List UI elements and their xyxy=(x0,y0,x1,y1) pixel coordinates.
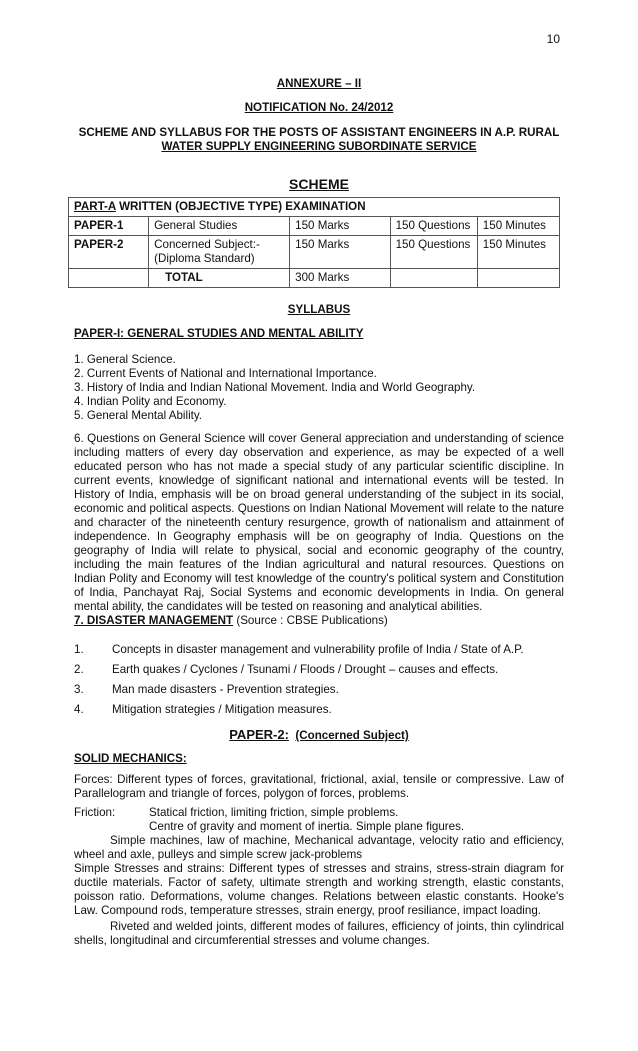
machines-paragraph: Simple machines, law of machine, Mechanical advantage, velocity ratio and efficiency, wheel and axle, pulleys and simple screw jack-problems xyxy=(74,834,564,861)
annexure-title: ANNEXURE – II xyxy=(276,77,362,90)
paper-cell: PAPER-1 xyxy=(69,217,149,236)
item-text: Concepts in disaster management and vulnerability profile of India / State of A.P. xyxy=(112,643,524,656)
item-number: 3. xyxy=(74,683,84,696)
list-item xyxy=(74,700,564,720)
friction-block xyxy=(74,806,564,834)
gs-paragraph: 6. Questions on General Science will cover General appreciation and understanding of science including matters of every day observation and experience, as may be expected of a well educated person who has not made a special study of any particular scientific discipline. In current events, knowledge of significant national and international events will be tested. In History of India, emphasis will be on broad general understanding of the subject in its social, economic and political aspects. Questions on Indian National Movement will relate to the nature and character of the nineteenth century resurgence, growth of nationalism and attainment of independence. In Geography emphasis will be on geography of India. Questions on the geography of India will relate to physical, social and economic geography of the country, including the main features of the Indian agricultural and natural resources. Questions on Indian Polity and Economy will test knowledge of the country's political system and Constitution of India, Panchayat Raj, Social Systems and economic developments in India. On general mental ability, the candidates will be tested on reasoning and analytical abilities. xyxy=(74,432,564,613)
dm-heading-line xyxy=(74,614,564,628)
table-row xyxy=(69,269,560,288)
friction-line-2: Centre of gravity and moment of inertia. Simple plane figures. xyxy=(149,820,465,833)
paper2-heading-line xyxy=(0,727,638,742)
notification-number: NOTIFICATION No. 24/2012 xyxy=(244,101,394,114)
subject-cell xyxy=(149,236,290,269)
syllabus-title: SYLLABUS xyxy=(287,303,351,316)
table-row xyxy=(69,198,560,217)
page-number: 10 xyxy=(546,32,560,46)
paper2-subtitle: (Concerned Subject) xyxy=(295,729,409,742)
item-text: Man made disasters - Prevention strategies. xyxy=(112,683,339,696)
gs-topic-list xyxy=(74,353,564,423)
minutes-cell: 150 Minutes xyxy=(477,236,559,269)
empty-cell xyxy=(69,269,149,288)
total-marks: 300 Marks xyxy=(290,269,390,288)
list-item xyxy=(74,680,564,700)
item-number: 2. xyxy=(74,663,84,676)
part-a-text: WRITTEN (OBJECTIVE TYPE) EXAMINATION xyxy=(115,200,366,213)
minutes-cell: 150 Minutes xyxy=(477,217,559,236)
dm-source: (Source : CBSE Publications) xyxy=(233,614,388,627)
list-item: 1. General Science. xyxy=(74,353,176,366)
subject-line-1: Concerned Subject:- xyxy=(154,238,260,251)
marks-cell: 150 Marks xyxy=(290,217,390,236)
solid-mechanics-heading: SOLID MECHANICS: xyxy=(74,752,187,765)
questions-cell: 150 Questions xyxy=(390,236,477,269)
part-a-cell xyxy=(69,198,560,217)
item-number: 1. xyxy=(74,643,84,656)
item-text: Mitigation strategies / Mitigation measures. xyxy=(112,703,332,716)
joints-paragraph: Riveted and welded joints, different modes of failures, efficiency of joints, thin cylindrical shells, longitudinal and circumferential stresses and volume changes. xyxy=(74,920,564,947)
list-item: 5. General Mental Ability. xyxy=(74,409,203,422)
forces-paragraph: Forces: Different types of forces, gravitational, frictional, axial, tensile or compressive. Law of Parallelogram and triangle of forces, polygon of forces, problems. xyxy=(74,773,564,800)
heading-line-2: WATER SUPPLY ENGINEERING SUBORDINATE SERVICE xyxy=(161,140,477,153)
heading-line-1: SCHEME AND SYLLABUS FOR THE POSTS OF ASSISTANT ENGINEERS IN A.P. RURAL xyxy=(78,126,560,139)
item-text: Earth quakes / Cyclones / Tsunami / Floods / Drought – causes and effects. xyxy=(112,663,499,676)
total-label: TOTAL xyxy=(149,269,290,288)
dm-list xyxy=(74,640,564,720)
dm-heading: 7. DISASTER MANAGEMENT xyxy=(74,614,234,627)
stresses-paragraph: Simple Stresses and strains: Different types of stresses and strains, stress-strain diagram for ductile materials. Factor of safety, ultimate strength and working strength, elastic constants, poisson ratio. Deformations, volume changes. Relations between elastic constants. Hooke's Law. Compound rods, temperature stresses, strain energy, proof resiliance, impact loading. xyxy=(74,862,564,917)
list-item xyxy=(74,640,564,660)
friction-line-1: Statical friction, limiting friction, simple problems. xyxy=(149,806,399,819)
marks-cell: 150 Marks xyxy=(290,236,390,269)
list-item: 4. Indian Polity and Economy. xyxy=(74,395,227,408)
scheme-title: SCHEME xyxy=(289,176,349,192)
empty-cell xyxy=(390,269,477,288)
list-item xyxy=(74,660,564,680)
friction-label: Friction: xyxy=(74,806,116,819)
paper1-heading: PAPER-I: GENERAL STUDIES AND MENTAL ABILITY xyxy=(74,327,364,340)
subject-line-2: (Diploma Standard) xyxy=(154,252,255,265)
subject-cell: General Studies xyxy=(149,217,290,236)
paper-cell: PAPER-2 xyxy=(69,236,149,269)
table-row xyxy=(69,236,560,269)
table-row xyxy=(69,217,560,236)
document-heading xyxy=(0,126,638,154)
questions-cell: 150 Questions xyxy=(390,217,477,236)
item-number: 4. xyxy=(74,703,84,716)
empty-cell xyxy=(477,269,559,288)
paper2-heading: PAPER-2: xyxy=(229,727,289,742)
list-item: 2. Current Events of National and International Importance. xyxy=(74,367,377,380)
list-item: 3. History of India and Indian National Movement. India and World Geography. xyxy=(74,381,476,394)
scheme-table xyxy=(68,197,560,288)
part-a-label: PART-A xyxy=(74,200,116,213)
